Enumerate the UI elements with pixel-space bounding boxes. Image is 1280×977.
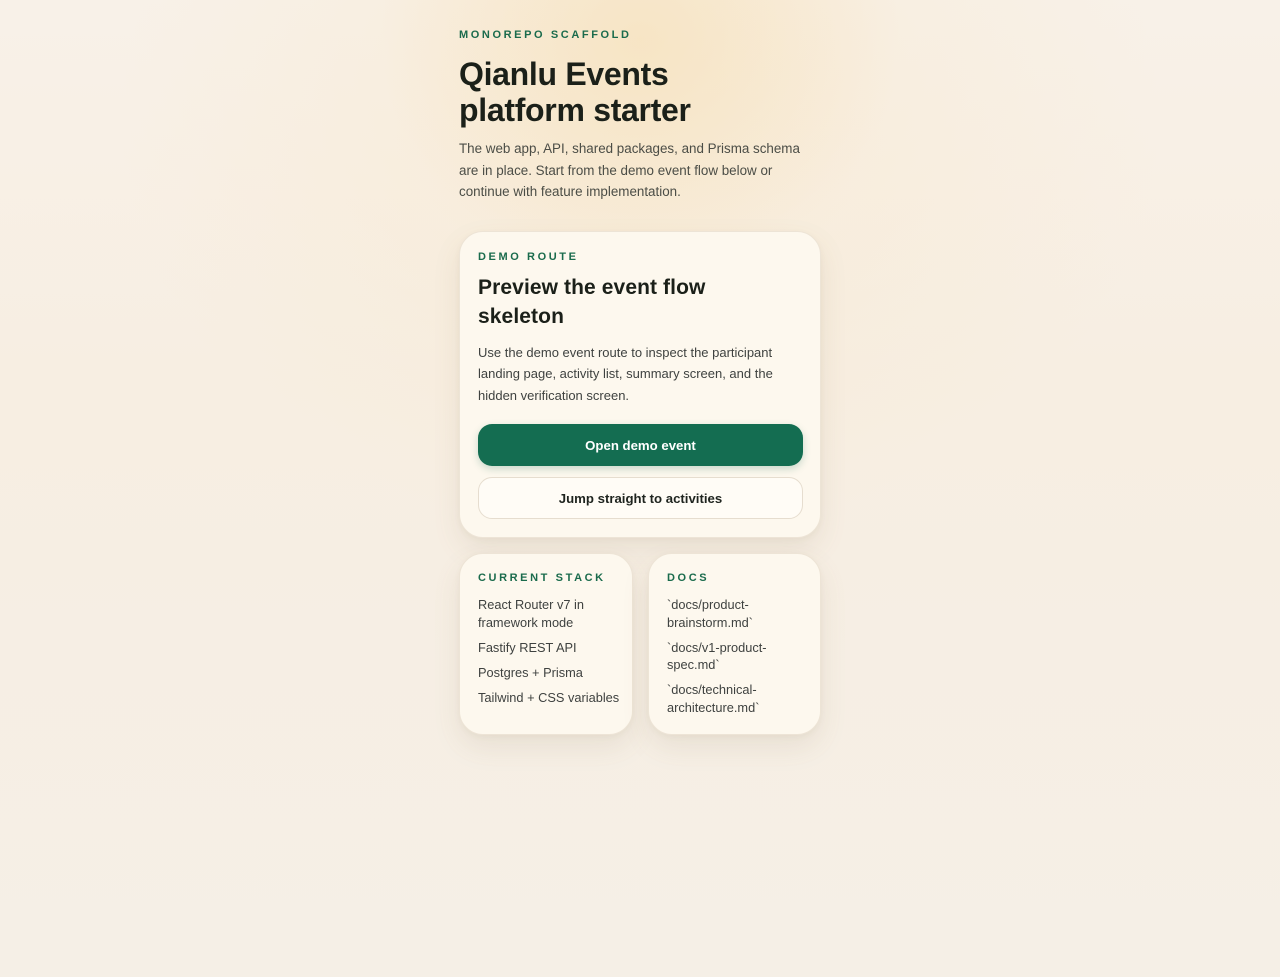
demo-card-eyebrow: DEMO ROUTE: [478, 251, 579, 263]
list-item: Tailwind + CSS variables: [478, 689, 620, 705]
open-demo-event-button[interactable]: Open demo event: [478, 424, 803, 466]
stack-list: [478, 596, 620, 714]
current-stack-card: [459, 553, 633, 735]
list-item: React Router v7 in framework mode: [478, 597, 584, 630]
list-item: `docs/v1-product-spec.md`: [667, 639, 767, 672]
docs-card: [648, 553, 821, 735]
list-item: `docs/product-brainstorm.md`: [667, 597, 754, 630]
demo-route-card: [459, 231, 821, 538]
list-item: Fastify REST API: [478, 639, 577, 655]
jump-to-activities-button[interactable]: Jump straight to activities: [478, 477, 803, 519]
list-item: Postgres + Prisma: [478, 664, 583, 680]
demo-card-title: Preview the event flow skeleton: [478, 276, 706, 328]
docs-list: [667, 596, 808, 724]
docs-card-eyebrow: DOCS: [667, 572, 710, 584]
page-title: Qianlu Events platform starter: [459, 56, 691, 128]
hero-description: The web app, API, shared packages, and Prisma schema are in place. Start from the demo event flow below or continue with feature implementation.: [459, 141, 800, 199]
stack-card-eyebrow: CURRENT STACK: [478, 572, 606, 584]
list-item: `docs/technical-architecture.md`: [667, 682, 760, 715]
demo-card-description: Use the demo event route to inspect the participant landing page, activity list, summary screen, and the hidden verification screen.: [478, 345, 773, 403]
hero-eyebrow: MONOREPO SCAFFOLD: [459, 29, 632, 41]
